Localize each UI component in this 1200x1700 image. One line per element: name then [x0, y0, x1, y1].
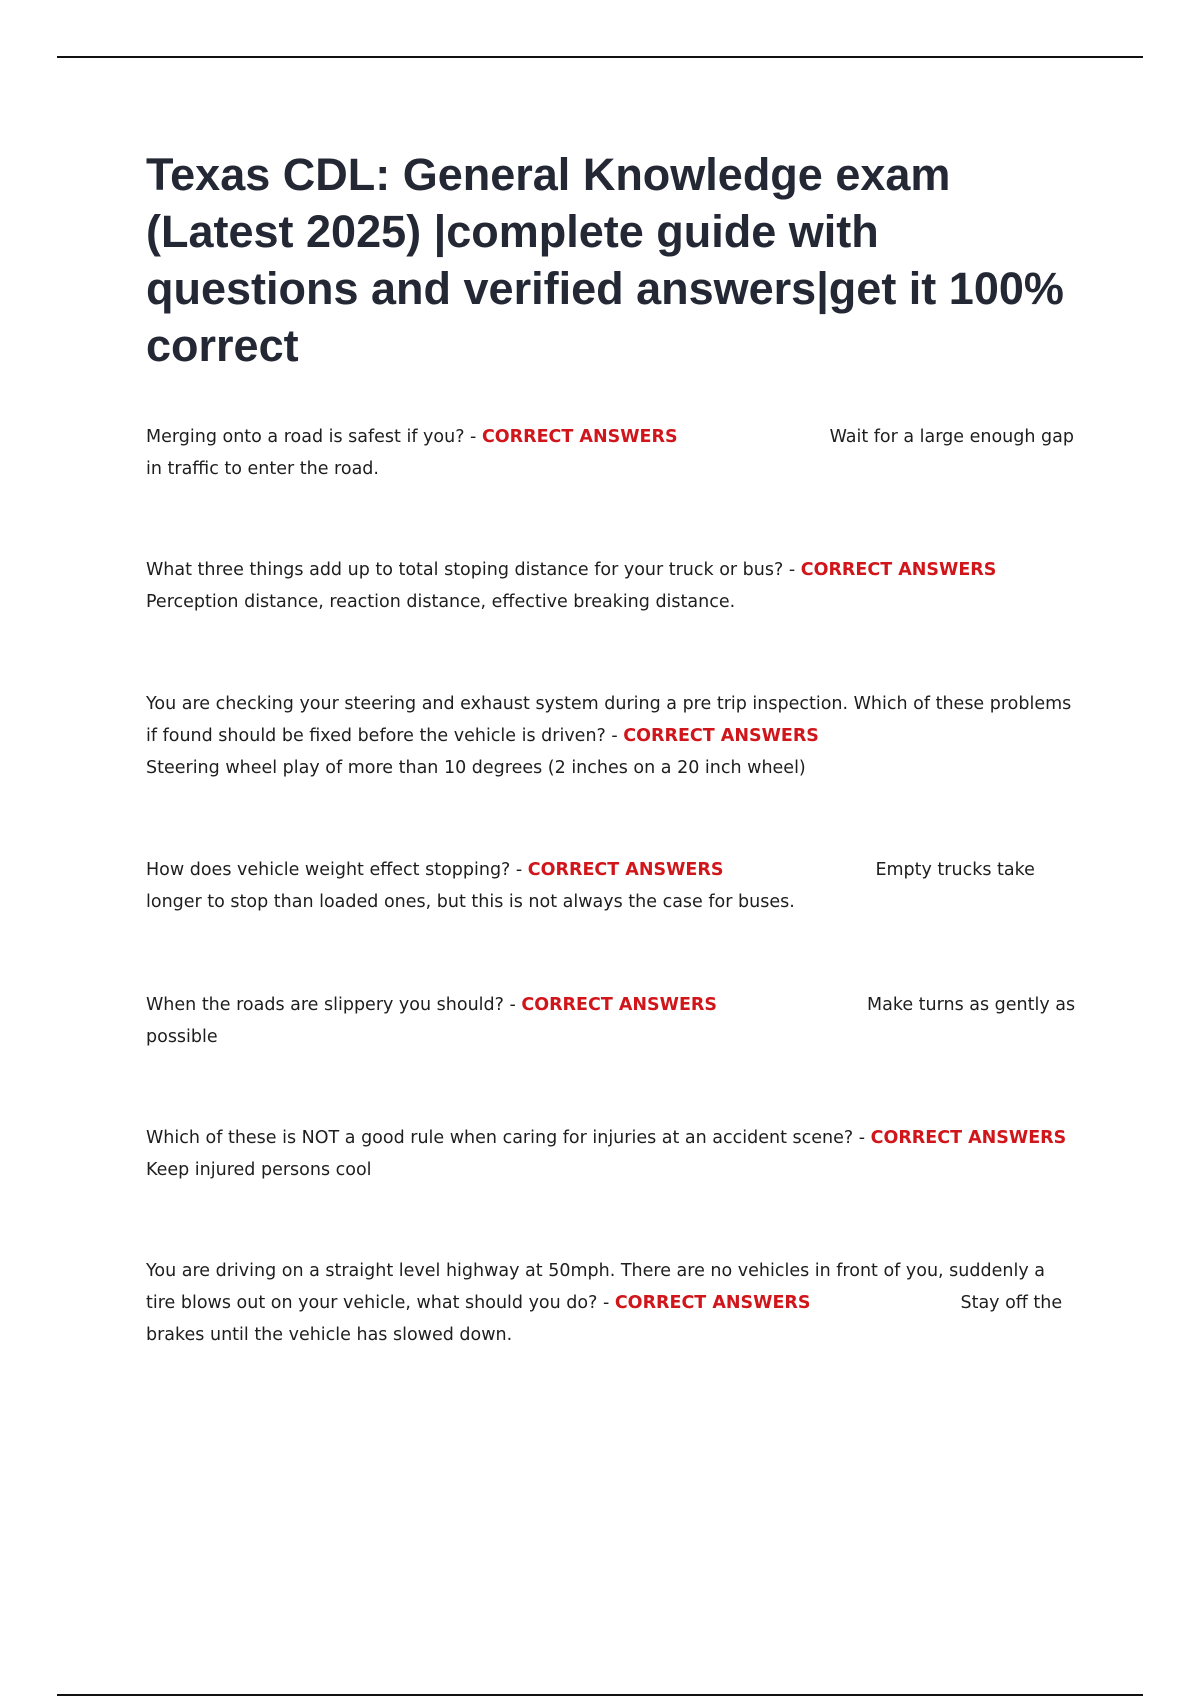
qa-item-4: [146, 854, 1076, 918]
answer-text: Empty trucks take longer to stop than loaded ones, but this is not always the case for buses.: [146, 860, 1035, 912]
qa-item-1: [146, 421, 1076, 485]
answer-text: Keep injured persons cool: [146, 1160, 372, 1180]
correct-answers-marker: CORRECT ANSWERS: [623, 726, 819, 746]
correct-answers-marker: CORRECT ANSWERS: [521, 995, 717, 1015]
answer-text: Make turns as gently as possible: [146, 995, 1076, 1047]
correct-answers-marker: CORRECT ANSWERS: [800, 560, 997, 580]
correct-answers-marker: CORRECT ANSWERS: [614, 1293, 811, 1313]
correct-answers-marker: CORRECT ANSWERS: [870, 1128, 1067, 1148]
answer-text: Steering wheel play of more than 10 degrees (2 inches on a 20 inch wheel): [146, 758, 806, 778]
question-text: Which of these is NOT a good rule when caring for injuries at an accident scene? -: [146, 1128, 871, 1148]
correct-answers-marker: CORRECT ANSWERS: [527, 860, 724, 880]
question-text: Merging onto a road is safest if you? -: [146, 427, 482, 447]
question-text: You are checking your steering and exhaust system during a pre trip inspection. Which of these problems if found should be fixed before the vehicle is driven? -: [146, 694, 1072, 746]
question-text: What three things add up to total stoping distance for your truck or bus? -: [146, 560, 801, 580]
answer-text: Perception distance, reaction distance, effective breaking distance.: [146, 592, 736, 612]
question-text: You are driving on a straight level highway at 50mph. There are no vehicles in front of you, suddenly a tire blows out on your vehicle, what should you do? -: [146, 1261, 1045, 1313]
correct-answers-marker: CORRECT ANSWERS: [481, 427, 678, 447]
bottom-rule: [57, 1694, 1143, 1696]
qa-item-3: [146, 688, 1076, 784]
question-text: When the roads are slippery you should? -: [146, 995, 522, 1015]
qa-item-2: [146, 554, 1076, 618]
question-text: How does vehicle weight effect stopping? -: [146, 860, 528, 880]
qa-item-6: [146, 1122, 1076, 1186]
document-title: Texas CDL: General Knowledge exam (Latest 2025) |complete guide with questions and verified answers|get it 100% correct: [146, 149, 1064, 371]
qa-item-5: [146, 989, 1076, 1053]
top-rule: [57, 56, 1143, 58]
answer-text: Wait for a large enough gap in traffic to enter the road.: [146, 427, 1074, 479]
answer-text: Stay off the brakes until the vehicle has slowed down.: [146, 1293, 1063, 1345]
qa-item-7: [146, 1255, 1076, 1351]
